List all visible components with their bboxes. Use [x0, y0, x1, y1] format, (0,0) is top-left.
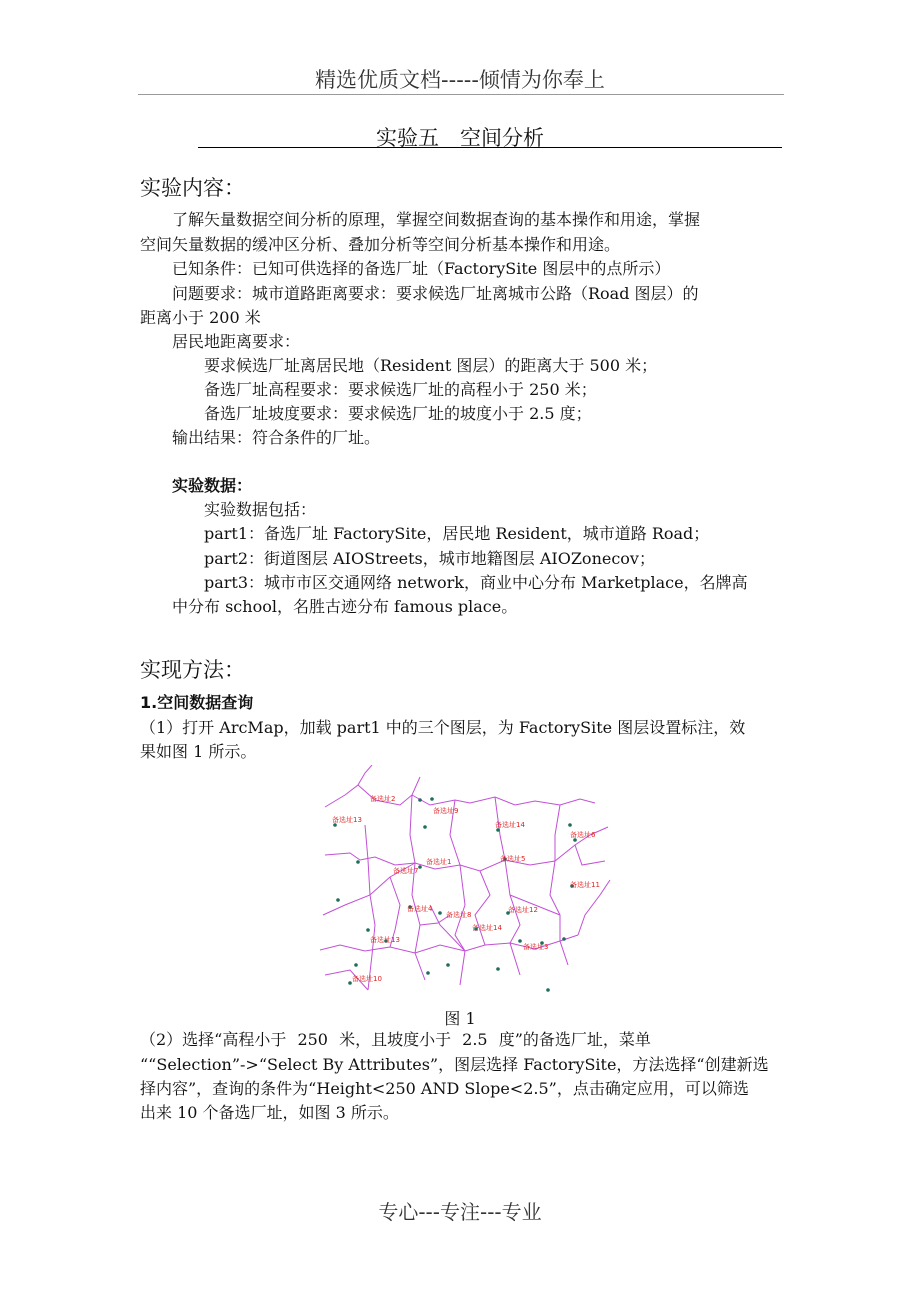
site-point — [423, 825, 427, 829]
figure-1-map — [320, 765, 612, 997]
data-heading: 实验数据： — [172, 476, 253, 495]
data-line: part3：城市市区交通网络 network，商业中心分布 Marketplace，名牌高 — [204, 573, 748, 592]
data-line: part2：街道图层 AIOStreets，城市地籍图层 AIOZonecov； — [204, 549, 655, 568]
site-point — [426, 971, 430, 975]
site-point — [496, 967, 500, 971]
site-point — [438, 911, 442, 915]
content-line: 备选厂址坡度要求：要求候选厂址的坡度小于 2.5 度； — [204, 404, 592, 423]
page-footer: 专心---专注---专业 — [378, 1200, 542, 1224]
content-line: 居民地距离要求： — [172, 332, 301, 351]
road-line — [530, 827, 608, 865]
step2-line: 出来 10 个备选厂址，如图 3 所示。 — [140, 1103, 399, 1122]
site-point — [446, 963, 450, 967]
map-label: 备选址3 — [523, 943, 549, 951]
content-line: 了解矢量数据空间分析的原理，掌握空间数据查询的基本操作和用途，掌握 — [172, 210, 701, 229]
site-point — [562, 937, 566, 941]
data-line: 实验数据包括： — [204, 500, 317, 519]
content-line: 备选厂址高程要求：要求候选厂址的高程小于 250 米； — [204, 380, 597, 399]
site-point — [356, 860, 360, 864]
data-line: part1：备选厂址 FactorySite，居民地 Resident，城市道路 Road； — [204, 524, 710, 543]
map-label: 备选址14 — [495, 821, 525, 829]
site-point — [546, 988, 550, 992]
map-label: 备选址5 — [500, 855, 526, 863]
road-line — [325, 765, 372, 807]
map-label: 备选址7 — [393, 867, 419, 875]
road-line — [365, 825, 375, 990]
step2-line: 择内容”，查询的条件为“Height<250 AND Slope<2.5”，点击确定应用，可以筛选 — [140, 1079, 749, 1098]
road-line — [475, 871, 490, 945]
content-line: 距离小于 200 米 — [140, 308, 261, 327]
content-line: 空间矢量数据的缓冲区分析、叠加分析等空间分析基本操作和用途。 — [140, 235, 621, 254]
road-line — [412, 795, 595, 805]
content-line: 已知条件：已知可供选择的备选厂址（FactorySite 图层中的点所示） — [172, 259, 671, 278]
map-label: 备选址2 — [370, 795, 396, 803]
site-point — [336, 898, 340, 902]
figure-caption: 图 1 — [444, 1009, 476, 1028]
road-line — [575, 845, 605, 865]
map-label: 备选址1 — [426, 858, 452, 866]
data-line: 中分布 school，名胜古迹分布 famous place。 — [172, 597, 518, 616]
map-label: 备选址11 — [570, 881, 600, 889]
map-label: 备选址6 — [570, 831, 596, 839]
map-label: 备选址10 — [352, 975, 382, 983]
map-label: 备选址4 — [407, 905, 433, 913]
map-label: 备选址12 — [508, 906, 538, 914]
step2-line: ““Selection”->“Select By Attributes”，图层选择 FactorySite，方法选择“创建新选 — [140, 1055, 769, 1074]
content-heading: 实验内容： — [140, 176, 245, 200]
map-label: 备选址14 — [472, 924, 502, 932]
header-divider — [138, 94, 784, 95]
page-header: 精选优质文档-----倾情为你奉上 — [315, 68, 605, 92]
site-point — [430, 797, 434, 801]
site-point — [418, 798, 422, 802]
site-point — [366, 928, 370, 932]
step1-line: 果如图 1 所示。 — [140, 742, 257, 761]
map-label: 备选址13 — [370, 936, 400, 944]
content-line: 要求候选厂址离居民地（Resident 图层）的距离大于 500 米； — [204, 356, 658, 375]
map-label: 备选址9 — [433, 807, 459, 815]
step2-line: （2）选择“高程小于 250 米，且坡度小于 2.5 度”的备选厂址，菜单 — [140, 1030, 651, 1049]
page-title: 实验五 空间分析 — [376, 126, 544, 150]
road-line — [450, 800, 465, 985]
sub-heading: 1.空间数据查询 — [140, 693, 254, 712]
site-point — [568, 823, 572, 827]
method-heading: 实现方法： — [140, 658, 245, 682]
content-line: 问题要求：城市道路距离要求：要求候选厂址离城市公路（Road 图层）的 — [172, 284, 699, 303]
site-point — [518, 939, 522, 943]
site-point — [418, 865, 422, 869]
content-line: 输出结果：符合条件的厂址。 — [172, 428, 381, 447]
site-point — [354, 963, 358, 967]
map-label: 备选址8 — [446, 911, 472, 919]
step1-line: （1）打开 ArcMap，加载 part1 中的三个图层，为 FactorySite 图层设置标注，效 — [140, 718, 746, 737]
map-label: 备选址13 — [332, 816, 362, 824]
title-underline — [198, 147, 782, 148]
